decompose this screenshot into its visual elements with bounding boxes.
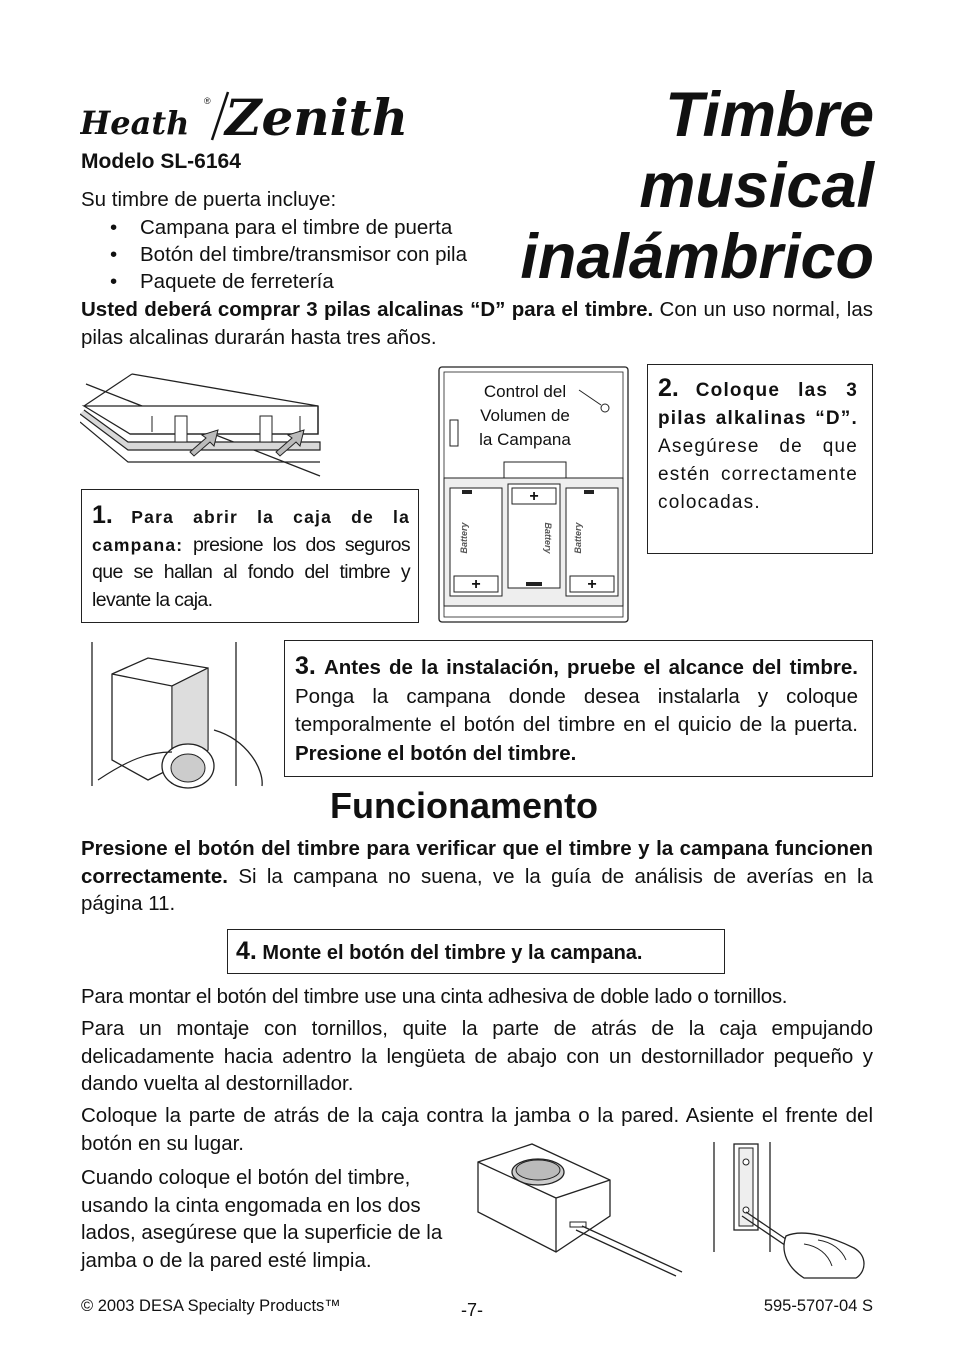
step-4-box [227,929,725,974]
battery-label: Battery [459,522,469,554]
mounting-paragraph-1: Para montar el botón del timbre use una cinta adhesiva de doble lado o tornillos. [81,985,788,1008]
title-line-3: inalámbrico [520,222,874,292]
list-item: • Botón del timbre/transmisor con pila [110,243,468,266]
title-line-1: Timbre [665,80,874,150]
page-title [520,80,874,293]
includes-intro: Su timbre de puerta incluye: [81,188,337,211]
button-screwdriver-illustration [472,1140,684,1280]
battery-label: Battery [573,522,583,554]
copyright: © 2003 DESA Specialty Products™ [81,1297,341,1315]
step-1-box [81,489,419,623]
mounting-paragraph-4: Cuando coloque el botón del timbre, usando la cinta engomada en los dos lados, asegúrese que la superficie de la jamba o de la pared esté limpia. [81,1166,443,1272]
step-1-text: 1. Para abrir la caja de la campana: presione los dos seguros que se hallan al fondo del timbre y levante la caja. [92,501,410,611]
mounting-paragraph-2: Para un montaje con tornillos, quite la parte de atrás de la caja empujando delicadamente hacia adentro la lengüeta de abajo con un destornillador pequeño y dando vuelta al destornillador. [81,1017,873,1095]
battery-label: Battery [543,522,553,554]
section-heading: Funcionamento [330,785,598,826]
hand-pressing-button-illustration [88,640,268,790]
document-code: 595-5707-04 S [763,1297,873,1315]
battery-note: Usted deberá comprar 3 pilas alcalinas “D” para el timbre. Con un uso normal, las pilas alcalinas durarán hasta tres años. [81,298,873,349]
volume-control-label: Control del Volumen de la Campana [479,382,571,449]
step-3-box [284,640,873,777]
brand-logo [80,84,410,144]
model-number: Modelo SL-6164 [81,150,241,173]
step-2-text: 2. Coloque las 3 pilas alkalinas “D”. Asegúrese de que estén correctamente colocadas. [658,374,858,513]
logo-heath: Heath [80,104,190,142]
page-number: -7- [461,1300,483,1320]
battery-compartment-illustration [438,366,629,623]
step-4-text: 4. Monte el botón del timbre y la campana. [236,937,643,965]
mounting-paragraph-3: Coloque la parte de atrás de la caja contra la jamba o la pared. Asiente el frente del botón en su lugar. [81,1104,873,1155]
svg-text:+: + [587,576,597,593]
svg-text:+: + [529,488,539,505]
step-3-text: 3. Antes de la instalación, pruebe el alcance del timbre. Ponga la campana donde desea instalarla y coloque temporalmente el botón del timbre en el quicio de la puerta. Presione el botón del timbre. [295,652,859,765]
title-line-2: musical [639,151,874,221]
svg-text:®: ® [204,96,211,106]
list-item: • Paquete de ferretería [110,270,334,293]
list-item: • Campana para el timbre de puerta [110,216,453,239]
step-2-box [647,364,873,554]
svg-text:+: + [471,576,481,593]
operation-text: Presione el botón del timbre para verificar que el timbre y la campana funcionen correctamente. Si la campana no suena, ve la guía de análisis de averías en la página 11. [81,837,873,915]
chime-latch-illustration [80,372,422,484]
jamb-mounting-illustration [708,1140,874,1280]
logo-zenith: Zenith [225,88,409,144]
